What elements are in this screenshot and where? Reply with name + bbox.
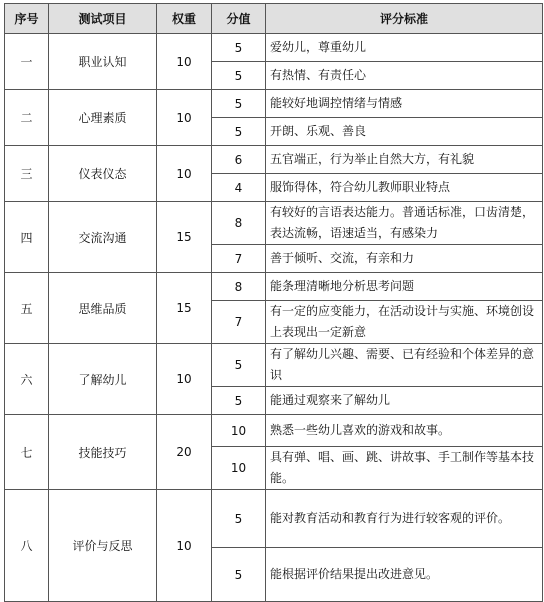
row-item: 评价与反思 xyxy=(49,490,157,602)
row-item: 技能技巧 xyxy=(49,415,157,490)
table-row xyxy=(5,90,543,118)
row-item: 交流沟通 xyxy=(49,202,157,273)
table-row xyxy=(5,146,543,174)
criterion-text: 有热情、有责任心 xyxy=(266,62,543,90)
evaluation-table xyxy=(4,3,543,602)
criterion-score: 7 xyxy=(212,245,266,273)
row-item: 心理素质 xyxy=(49,90,157,146)
row-seq: 二 xyxy=(5,90,49,146)
criterion-text: 服饰得体，符合幼儿教师职业特点 xyxy=(266,174,543,202)
table-row xyxy=(5,34,543,62)
criterion-text: 善于倾听、交流，有亲和力 xyxy=(266,245,543,273)
table-body xyxy=(5,34,543,602)
header-seq: 序号 xyxy=(5,4,49,34)
criterion-text: 五官端正，行为举止自然大方，有礼貌 xyxy=(266,146,543,174)
criterion-text: 有了解幼儿兴趣、需要、已有经验和个体差异的意识 xyxy=(266,344,543,387)
row-weight: 15 xyxy=(157,202,212,273)
row-seq: 六 xyxy=(5,344,49,415)
criterion-score: 8 xyxy=(212,202,266,245)
header-score: 分值 xyxy=(212,4,266,34)
criterion-score: 5 xyxy=(212,34,266,62)
criterion-text: 爱幼儿，尊重幼儿 xyxy=(266,34,543,62)
table-header xyxy=(5,4,543,34)
criterion-text: 有较好的言语表达能力。普通话标准，口齿清楚，表达流畅，语速适当，有感染力 xyxy=(266,202,543,245)
criterion-score: 5 xyxy=(212,62,266,90)
row-weight: 20 xyxy=(157,415,212,490)
criterion-score: 7 xyxy=(212,301,266,344)
row-weight: 10 xyxy=(157,34,212,90)
row-weight: 10 xyxy=(157,490,212,602)
criterion-score: 5 xyxy=(212,548,266,602)
criterion-score: 5 xyxy=(212,118,266,146)
row-seq: 四 xyxy=(5,202,49,273)
table-row xyxy=(5,490,543,548)
criterion-text: 有一定的应变能力，在活动设计与实施、环境创设上表现出一定新意 xyxy=(266,301,543,344)
row-seq: 八 xyxy=(5,490,49,602)
header-criteria: 评分标准 xyxy=(266,4,543,34)
table-row xyxy=(5,344,543,387)
table-row xyxy=(5,273,543,301)
row-weight: 10 xyxy=(157,90,212,146)
criterion-text: 能通过观察来了解幼儿 xyxy=(266,387,543,415)
row-item: 了解幼儿 xyxy=(49,344,157,415)
criterion-score: 10 xyxy=(212,447,266,490)
row-weight: 10 xyxy=(157,146,212,202)
criterion-score: 6 xyxy=(212,146,266,174)
row-seq: 五 xyxy=(5,273,49,344)
criterion-text: 能条理清晰地分析思考问题 xyxy=(266,273,543,301)
row-weight: 15 xyxy=(157,273,212,344)
criterion-score: 10 xyxy=(212,415,266,447)
criterion-score: 5 xyxy=(212,490,266,548)
criterion-text: 能较好地调控情绪与情感 xyxy=(266,90,543,118)
row-seq: 三 xyxy=(5,146,49,202)
criterion-text: 具有弹、唱、画、跳、讲故事、手工制作等基本技能。 xyxy=(266,447,543,490)
criterion-score: 4 xyxy=(212,174,266,202)
header-item: 测试项目 xyxy=(49,4,157,34)
row-seq: 七 xyxy=(5,415,49,490)
table-row xyxy=(5,202,543,245)
criterion-score: 8 xyxy=(212,273,266,301)
header-row xyxy=(5,4,543,34)
criterion-text: 熟悉一些幼儿喜欢的游戏和故事。 xyxy=(266,415,543,447)
criterion-score: 5 xyxy=(212,387,266,415)
criterion-text: 能根据评价结果提出改进意见。 xyxy=(266,548,543,602)
criterion-text: 能对教育活动和教育行为进行较客观的评价。 xyxy=(266,490,543,548)
row-weight: 10 xyxy=(157,344,212,415)
row-seq: 一 xyxy=(5,34,49,90)
header-weight: 权重 xyxy=(157,4,212,34)
criterion-text: 开朗、乐观、善良 xyxy=(266,118,543,146)
row-item: 职业认知 xyxy=(49,34,157,90)
criterion-score: 5 xyxy=(212,90,266,118)
criterion-score: 5 xyxy=(212,344,266,387)
row-item: 思维品质 xyxy=(49,273,157,344)
table-row xyxy=(5,415,543,447)
row-item: 仪表仪态 xyxy=(49,146,157,202)
